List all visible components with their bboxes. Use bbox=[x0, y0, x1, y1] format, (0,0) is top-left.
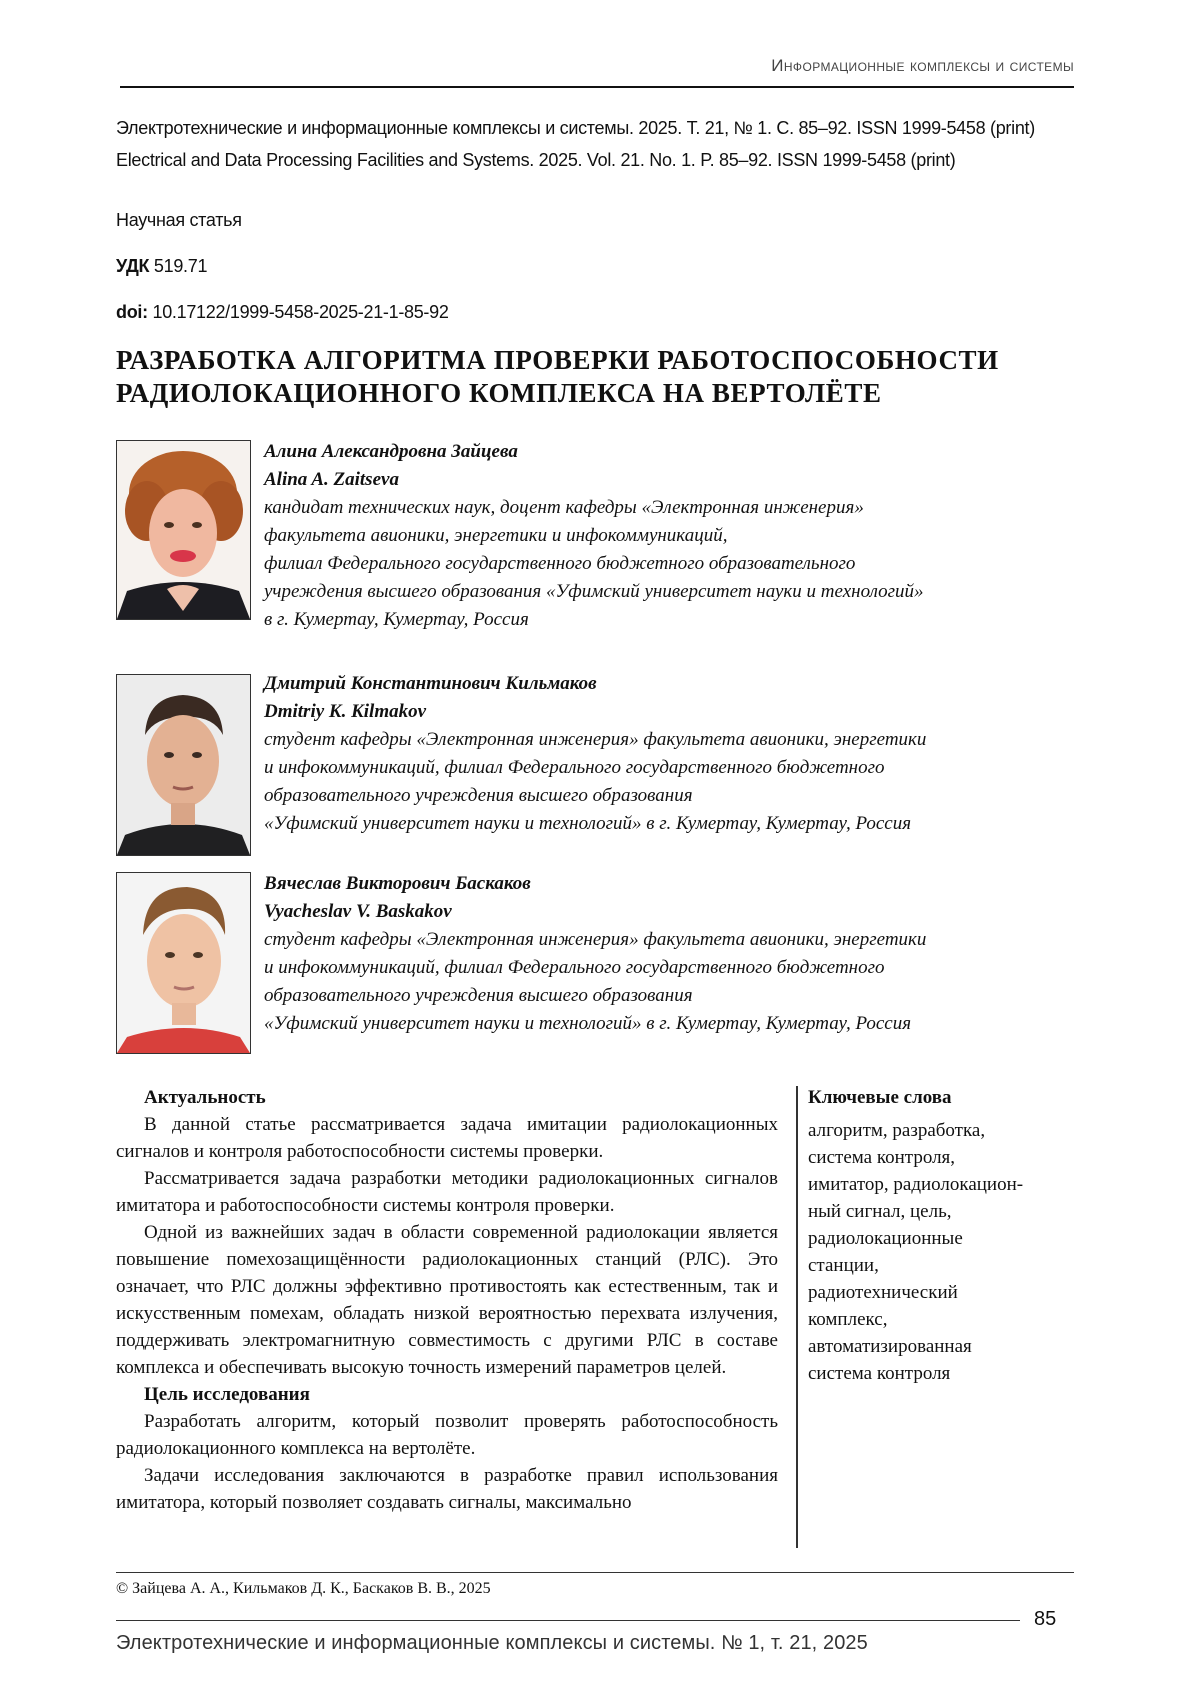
author-name-ru: Вячеслав Викторович Баскаков bbox=[264, 870, 1094, 898]
citation-ru: Электротехнические и информационные комплексы и системы. 2025. Т. 21, № 1. С. 85–92. ISSN 1999-5458 (print) bbox=[116, 118, 1035, 139]
keywords-divider bbox=[796, 1086, 798, 1548]
affiliation-line: и инфокоммуникаций, филиал Федерального государственного бюджетного bbox=[264, 954, 1094, 982]
keyword-line: ный сигнал, цель, bbox=[808, 1198, 1078, 1225]
article-type: Научная статья bbox=[116, 210, 242, 231]
footnote-rule bbox=[116, 1572, 1074, 1573]
keyword-line: имитатор, радиолокацион- bbox=[808, 1171, 1078, 1198]
affiliation-line: студент кафедры «Электронная инженерия» факультета авионики, энергетики bbox=[264, 926, 1094, 954]
affiliation-line: «Уфимский университет науки и технологий» в г. Кумертау, Кумертау, Россия bbox=[264, 810, 1094, 838]
author-name-en: Dmitriy K. Kilmakov bbox=[264, 698, 1094, 726]
section-heading-relevance: Актуальность bbox=[116, 1084, 778, 1111]
copyright-note: © Зайцева А. А., Кильмаков Д. К., Баскаков В. В., 2025 bbox=[116, 1580, 491, 1598]
citation-en: Electrical and Data Processing Facilities and Systems. 2025. Vol. 21. No. 1. P. 85–92. ISSN 1999-5458 (print) bbox=[116, 150, 955, 171]
body-paragraph: Задачи исследования заключаются в разработке правил использования имитатора, который позволяет создавать сигналы, максимально bbox=[116, 1462, 778, 1516]
section-heading-goal: Цель исследования bbox=[116, 1381, 778, 1408]
article-page bbox=[0, 0, 1200, 1697]
doi-label: doi: bbox=[116, 302, 148, 322]
author-photo-2 bbox=[116, 674, 251, 856]
body-paragraph: Рассматривается задача разработки методики радиолокационных сигналов имитатора и работоспособности системы контроля проверки. bbox=[116, 1165, 778, 1219]
keywords-heading: Ключевые слова bbox=[808, 1084, 1078, 1111]
author-photo-3 bbox=[116, 872, 251, 1054]
journal-footer: Электротехнические и информационные комплексы и системы. № 1, т. 21, 2025 bbox=[116, 1632, 868, 1655]
article-body bbox=[116, 1084, 778, 1516]
udk-line bbox=[116, 256, 207, 277]
affiliation-line: и инфокоммуникаций, филиал Федерального государственного бюджетного bbox=[264, 754, 1094, 782]
affiliation-line: факультета авионики, энергетики и инфокоммуникаций, bbox=[264, 522, 1094, 550]
running-head: Информационные комплексы и системы bbox=[120, 56, 1074, 76]
body-paragraph: Одной из важнейших задач в области современной радиолокации является повышение помехозащищённости радиолокационных станций (РЛС). Это означает, что РЛС должны эффективно противостоять как естественным, так и искусственным помехам, обладать низкой вероятностью перехвата излучения, поддерживать электромагнитную совместимость с другими РЛС в составе комплекса и обеспечивать высокую точность измерений параметров целей. bbox=[116, 1219, 778, 1381]
keywords-panel bbox=[808, 1084, 1078, 1387]
author-name-en: Vyacheslav V. Baskakov bbox=[264, 898, 1094, 926]
body-paragraph: Разработать алгоритм, который позволит проверять работоспособность радиолокационного комплекса на вертолёте. bbox=[116, 1408, 778, 1462]
affiliation-line: филиал Федерального государственного бюджетного образовательного bbox=[264, 550, 1094, 578]
keyword-line: автоматизированная bbox=[808, 1333, 1078, 1360]
author-block-3 bbox=[264, 870, 1094, 1038]
author-name-ru: Дмитрий Константинович Кильмаков bbox=[264, 670, 1094, 698]
author-block-1 bbox=[264, 438, 1094, 634]
page-number: 85 bbox=[1034, 1608, 1056, 1631]
keyword-line: радиолокационные bbox=[808, 1225, 1078, 1252]
affiliation-line: учреждения высшего образования «Уфимский университет науки и технологий» bbox=[264, 578, 1094, 606]
affiliation-line: «Уфимский университет науки и технологий» в г. Кумертау, Кумертау, Россия bbox=[264, 1010, 1094, 1038]
udk-label: УДК bbox=[116, 256, 149, 276]
affiliation-line: студент кафедры «Электронная инженерия» факультета авионики, энергетики bbox=[264, 726, 1094, 754]
body-paragraph: В данной статье рассматривается задача имитации радиолокационных сигналов и контроля работоспособности системы проверки. bbox=[116, 1111, 778, 1165]
title-line-1: РАЗРАБОТКА АЛГОРИТМА ПРОВЕРКИ РАБОТОСПОСОБНОСТИ bbox=[116, 344, 1076, 377]
keyword-line: алгоритм, разработка, bbox=[808, 1117, 1078, 1144]
doi-value: 10.17122/1999-5458-2025-21-1-85-92 bbox=[153, 302, 449, 322]
keyword-line: комплекс, bbox=[808, 1306, 1078, 1333]
keyword-line: радиотехнический bbox=[808, 1279, 1078, 1306]
affiliation-line: образовательного учреждения высшего образования bbox=[264, 982, 1094, 1010]
author-block-2 bbox=[264, 670, 1094, 838]
keyword-line: система контроля bbox=[808, 1360, 1078, 1387]
doi-line bbox=[116, 302, 449, 323]
keyword-line: система контроля, bbox=[808, 1144, 1078, 1171]
header-rule bbox=[120, 86, 1074, 88]
footer-rule bbox=[116, 1620, 1020, 1621]
udk-value: 519.71 bbox=[154, 256, 207, 276]
affiliation-line: кандидат технических наук, доцент кафедры «Электронная инженерия» bbox=[264, 494, 1094, 522]
title-line-2: РАДИОЛОКАЦИОННОГО КОМПЛЕКСА НА ВЕРТОЛЁТЕ bbox=[116, 377, 1076, 410]
author-photo-1 bbox=[116, 440, 251, 620]
article-title bbox=[116, 344, 1076, 410]
keyword-line: станции, bbox=[808, 1252, 1078, 1279]
author-name-en: Alina A. Zaitseva bbox=[264, 466, 1094, 494]
author-name-ru: Алина Александровна Зайцева bbox=[264, 438, 1094, 466]
affiliation-line: в г. Кумертау, Кумертау, Россия bbox=[264, 606, 1094, 634]
affiliation-line: образовательного учреждения высшего образования bbox=[264, 782, 1094, 810]
